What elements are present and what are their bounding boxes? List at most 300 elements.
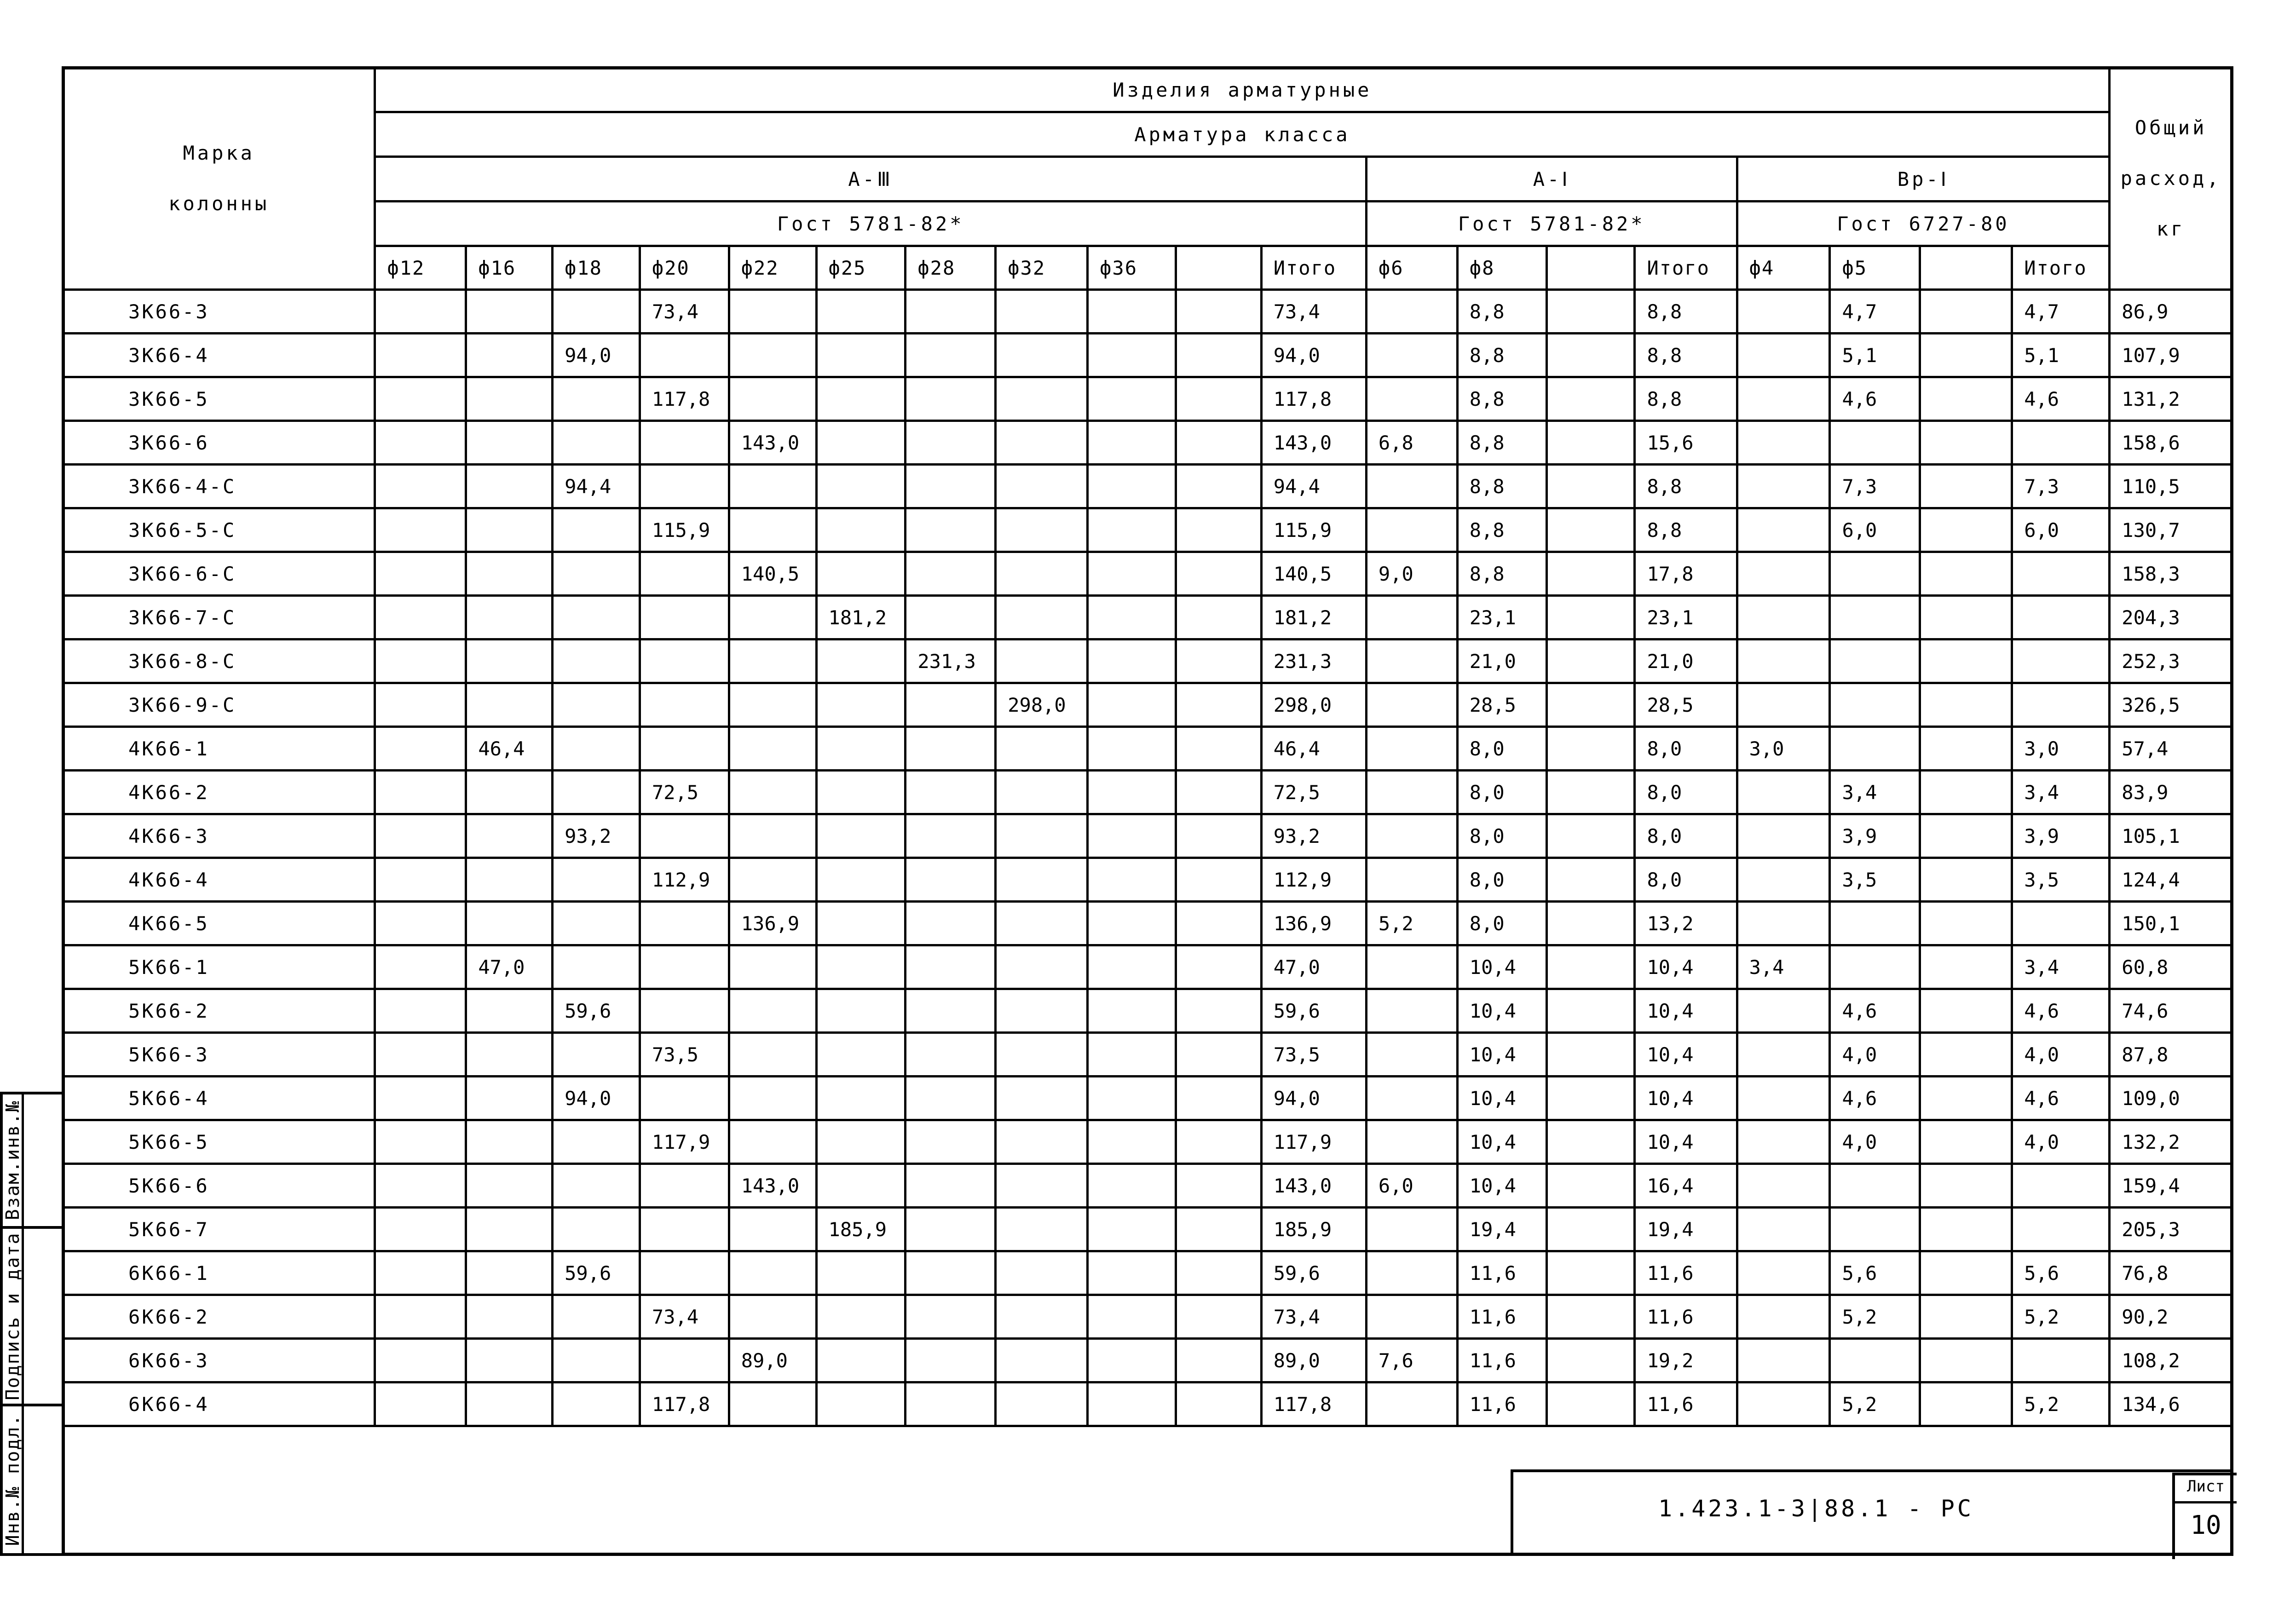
mass-cell: [1546, 596, 1635, 639]
mass-cell: [553, 1382, 640, 1426]
mass-cell: [375, 1295, 466, 1339]
mass-cell: 72,5: [640, 771, 729, 814]
mass-cell: [906, 902, 996, 945]
total-label-line2: расход,: [2120, 167, 2221, 190]
diameter-header: Итого: [1261, 246, 1366, 290]
total-consumption-cell: 109,0: [2110, 1077, 2232, 1120]
mass-cell: 10,4: [1635, 989, 1737, 1033]
mass-cell: [1830, 727, 1920, 771]
mass-cell: [1546, 1164, 1635, 1208]
total-consumption-cell: 60,8: [2110, 945, 2232, 989]
column-mark: 5К66-3: [63, 1033, 375, 1077]
mass-cell: [1088, 1120, 1176, 1164]
mass-cell: [816, 1077, 906, 1120]
mass-cell: 10,4: [1635, 1120, 1737, 1164]
mass-cell: 112,9: [640, 858, 729, 902]
mass-cell: [1920, 639, 2012, 683]
table-row: [63, 596, 2232, 639]
table-row: [63, 639, 2232, 683]
mass-cell: 8,8: [1457, 421, 1546, 465]
mass-cell: [1830, 1208, 1920, 1251]
mass-cell: 4,0: [1830, 1033, 1920, 1077]
table-row: [63, 508, 2232, 552]
mass-cell: 94,4: [1261, 465, 1366, 508]
mass-cell: [375, 421, 466, 465]
mass-cell: [1546, 1208, 1635, 1251]
mass-cell: [729, 1120, 816, 1164]
column-mark: 6К66-4: [63, 1382, 375, 1426]
mass-cell: [1088, 945, 1176, 989]
mass-cell: [1737, 1033, 1830, 1077]
mass-cell: [1366, 639, 1457, 683]
mass-cell: [906, 989, 996, 1033]
mass-cell: 5,2: [1830, 1382, 1920, 1426]
mass-cell: [1920, 1120, 2012, 1164]
mass-cell: 5,2: [1830, 1295, 1920, 1339]
mass-cell: [1176, 377, 1261, 421]
mass-cell: [375, 814, 466, 858]
mass-cell: [553, 945, 640, 989]
mass-cell: [816, 421, 906, 465]
mass-cell: [375, 334, 466, 377]
mass-cell: [2012, 1164, 2110, 1208]
column-mark: 3К66-5-С: [63, 508, 375, 552]
mass-cell: [729, 727, 816, 771]
mass-cell: [466, 508, 553, 552]
mass-cell: 112,9: [1261, 858, 1366, 902]
mass-cell: [996, 508, 1088, 552]
mass-cell: [906, 508, 996, 552]
mass-cell: [1546, 1120, 1635, 1164]
mass-cell: [1088, 1164, 1176, 1208]
mass-cell: [729, 683, 816, 727]
total-consumption-cell: 86,9: [2110, 290, 2232, 334]
mass-cell: [553, 1339, 640, 1382]
mass-cell: 59,6: [1261, 1251, 1366, 1295]
mass-cell: [996, 1251, 1088, 1295]
mass-cell: [1920, 290, 2012, 334]
mass-cell: 8,8: [1635, 334, 1737, 377]
mass-cell: [816, 1382, 906, 1426]
mass-cell: 28,5: [1635, 683, 1737, 727]
diameter-header: ф20: [640, 246, 729, 290]
mass-cell: [1920, 1208, 2012, 1251]
table-row: [63, 1251, 2232, 1295]
mass-cell: [1920, 1033, 2012, 1077]
mass-cell: 89,0: [1261, 1339, 1366, 1382]
total-consumption-cell: 76,8: [2110, 1251, 2232, 1295]
mass-cell: 8,0: [1457, 727, 1546, 771]
mass-cell: [1176, 1339, 1261, 1382]
mass-cell: [816, 989, 906, 1033]
total-consumption-cell: 108,2: [2110, 1339, 2232, 1382]
mass-cell: [996, 989, 1088, 1033]
mass-cell: [1737, 1208, 1830, 1251]
diameter-header: [1920, 246, 2012, 290]
mass-cell: 6,0: [2012, 508, 2110, 552]
mass-cell: 94,4: [553, 465, 640, 508]
mass-cell: 73,4: [640, 1295, 729, 1339]
total-consumption-cell: 87,8: [2110, 1033, 2232, 1077]
mass-cell: [553, 552, 640, 596]
mass-cell: [1176, 421, 1261, 465]
mass-cell: [1920, 1164, 2012, 1208]
mass-cell: 8,8: [1457, 377, 1546, 421]
mass-cell: [466, 639, 553, 683]
mass-cell: 3,5: [1830, 858, 1920, 902]
mass-cell: [466, 814, 553, 858]
sidebar-signature-cell: [0, 1226, 62, 1406]
mass-cell: [996, 377, 1088, 421]
mass-cell: 4,7: [2012, 290, 2110, 334]
mass-cell: [816, 1164, 906, 1208]
mass-cell: [1088, 1251, 1176, 1295]
gost-a1-header: Гост 5781-82*: [1366, 202, 1737, 246]
mass-cell: 8,0: [1635, 814, 1737, 858]
column-mark: 5К66-2: [63, 989, 375, 1033]
mass-cell: [2012, 902, 2110, 945]
column-mark: 4К66-4: [63, 858, 375, 902]
mass-cell: [553, 1120, 640, 1164]
mass-cell: 7,3: [1830, 465, 1920, 508]
mass-cell: 231,3: [1261, 639, 1366, 683]
mass-cell: [1546, 1382, 1635, 1426]
mass-cell: [466, 1339, 553, 1382]
mass-cell: [1366, 1077, 1457, 1120]
mass-cell: [1088, 421, 1176, 465]
mass-cell: [1088, 1295, 1176, 1339]
mass-cell: [1920, 683, 2012, 727]
mass-cell: [996, 1033, 1088, 1077]
mass-cell: [1176, 814, 1261, 858]
mass-cell: 94,0: [1261, 334, 1366, 377]
mass-cell: [1737, 421, 1830, 465]
mass-cell: [466, 1164, 553, 1208]
mass-cell: [729, 771, 816, 814]
total-consumption-cell: 57,4: [2110, 727, 2232, 771]
table-row: [63, 1295, 2232, 1339]
mass-cell: [1737, 552, 1830, 596]
mass-cell: 3,0: [1737, 727, 1830, 771]
mass-cell: [1546, 1339, 1635, 1382]
total-consumption-cell: 204,3: [2110, 596, 2232, 639]
mass-cell: [1088, 552, 1176, 596]
mass-cell: [1088, 1339, 1176, 1382]
mass-cell: [1546, 945, 1635, 989]
column-mark: 5К66-4: [63, 1077, 375, 1120]
diameter-header: ф12: [375, 246, 466, 290]
sheet-label: Лист: [2175, 1477, 2237, 1503]
mass-cell: [1830, 1164, 1920, 1208]
mass-cell: [375, 1033, 466, 1077]
diameter-header: ф25: [816, 246, 906, 290]
diameter-header: ф32: [996, 246, 1088, 290]
mass-cell: [906, 1120, 996, 1164]
mass-cell: [1088, 334, 1176, 377]
sidebar-inventory-label: Инв.№ подл.: [2, 1414, 23, 1546]
mass-cell: 15,6: [1635, 421, 1737, 465]
mass-cell: 8,0: [1635, 727, 1737, 771]
sidebar-inventory-cell: [0, 1404, 62, 1556]
mass-cell: [375, 989, 466, 1033]
total-consumption-cell: 90,2: [2110, 1295, 2232, 1339]
mass-cell: [375, 771, 466, 814]
mass-cell: [553, 508, 640, 552]
table-row: [63, 945, 2232, 989]
mass-cell: [1830, 683, 1920, 727]
mass-cell: [729, 814, 816, 858]
mass-cell: 8,0: [1457, 902, 1546, 945]
mass-cell: [816, 1251, 906, 1295]
total-consumption-cell: 159,4: [2110, 1164, 2232, 1208]
column-mark: 3К66-3: [63, 290, 375, 334]
mass-cell: [553, 727, 640, 771]
mass-cell: [906, 290, 996, 334]
mass-cell: 4,6: [1830, 989, 1920, 1033]
mass-cell: [553, 683, 640, 727]
mass-cell: 5,1: [1830, 334, 1920, 377]
mass-cell: [906, 334, 996, 377]
mass-cell: [1546, 334, 1635, 377]
mass-cell: [729, 508, 816, 552]
mass-cell: [996, 1164, 1088, 1208]
mass-cell: [1920, 902, 2012, 945]
mass-cell: [1737, 290, 1830, 334]
mass-cell: [1088, 727, 1176, 771]
mass-cell: [1737, 1251, 1830, 1295]
total-consumption-cell: 130,7: [2110, 508, 2232, 552]
mass-cell: 117,9: [1261, 1120, 1366, 1164]
mass-cell: 9,0: [1366, 552, 1457, 596]
table-row: [63, 290, 2232, 334]
mass-cell: 117,8: [640, 377, 729, 421]
mass-cell: [906, 727, 996, 771]
mass-cell: [996, 1208, 1088, 1251]
mass-cell: 23,1: [1635, 596, 1737, 639]
mass-cell: 10,4: [1457, 945, 1546, 989]
mass-cell: 3,4: [2012, 945, 2110, 989]
mass-cell: [1546, 902, 1635, 945]
mass-cell: [906, 858, 996, 902]
mass-cell: [906, 1208, 996, 1251]
mass-cell: [1546, 1033, 1635, 1077]
mass-cell: [553, 639, 640, 683]
mass-cell: [640, 727, 729, 771]
mass-cell: [375, 1120, 466, 1164]
mass-cell: [1366, 334, 1457, 377]
mass-cell: [996, 421, 1088, 465]
mass-cell: [1737, 334, 1830, 377]
mass-cell: [1920, 1382, 2012, 1426]
table-row: [63, 1120, 2232, 1164]
mass-cell: [1088, 683, 1176, 727]
mass-cell: [1176, 334, 1261, 377]
table-row: [63, 377, 2232, 421]
mass-cell: 11,6: [1635, 1251, 1737, 1295]
mass-cell: [1546, 1295, 1635, 1339]
total-consumption-cell: 326,5: [2110, 683, 2232, 727]
mass-cell: [906, 1077, 996, 1120]
mass-cell: 94,0: [553, 1077, 640, 1120]
mass-cell: 231,3: [906, 639, 996, 683]
table-row: [63, 989, 2232, 1033]
mass-cell: [1176, 1251, 1261, 1295]
mass-cell: [1920, 552, 2012, 596]
total-consumption-cell: 131,2: [2110, 377, 2232, 421]
mass-cell: [1737, 814, 1830, 858]
mass-cell: [466, 377, 553, 421]
column-mark: 6К66-3: [63, 1339, 375, 1382]
mass-cell: 47,0: [466, 945, 553, 989]
mass-cell: 47,0: [1261, 945, 1366, 989]
mass-cell: [816, 683, 906, 727]
mass-cell: [466, 1382, 553, 1426]
mass-cell: [640, 902, 729, 945]
mass-cell: 3,0: [2012, 727, 2110, 771]
mass-cell: [729, 858, 816, 902]
mass-cell: [466, 465, 553, 508]
mass-cell: [1088, 465, 1176, 508]
mass-cell: [816, 1295, 906, 1339]
mass-cell: 117,8: [640, 1382, 729, 1426]
table-row: [63, 683, 2232, 727]
mass-cell: [640, 814, 729, 858]
mass-cell: [906, 683, 996, 727]
mass-cell: [1176, 858, 1261, 902]
mass-cell: [1366, 1033, 1457, 1077]
mass-cell: [553, 1295, 640, 1339]
table-row: [63, 334, 2232, 377]
mass-cell: [1366, 508, 1457, 552]
mass-cell: [640, 1251, 729, 1295]
column-mark: 3К66-9-С: [63, 683, 375, 727]
mass-cell: 143,0: [1261, 421, 1366, 465]
mass-cell: [640, 1208, 729, 1251]
diameter-header: Итого: [1635, 246, 1737, 290]
diameter-header: [1546, 246, 1635, 290]
mass-cell: [1088, 290, 1176, 334]
total-consumption-cell: 110,5: [2110, 465, 2232, 508]
mass-cell: [553, 377, 640, 421]
mass-cell: [906, 1251, 996, 1295]
mass-cell: [996, 1295, 1088, 1339]
total-consumption-cell: 83,9: [2110, 771, 2232, 814]
mass-cell: 93,2: [553, 814, 640, 858]
mass-cell: 93,2: [1261, 814, 1366, 858]
mass-cell: [466, 1208, 553, 1251]
mass-cell: [729, 1077, 816, 1120]
mass-cell: [1920, 814, 2012, 858]
document-code: 1.423.1-3|88.1 - РС: [1658, 1495, 1974, 1522]
mass-cell: [1176, 1120, 1261, 1164]
mass-cell: [375, 1382, 466, 1426]
mass-cell: [996, 771, 1088, 814]
table-row: [63, 771, 2232, 814]
mass-cell: [1176, 945, 1261, 989]
mass-cell: [1176, 727, 1261, 771]
mass-cell: 73,4: [640, 290, 729, 334]
mass-cell: 10,4: [1457, 1033, 1546, 1077]
total-consumption-cell: 205,3: [2110, 1208, 2232, 1251]
mass-cell: 10,4: [1457, 1164, 1546, 1208]
class-a3-header: А-Ⅲ: [375, 157, 1366, 202]
mass-cell: [375, 902, 466, 945]
mass-cell: [729, 465, 816, 508]
mass-cell: 89,0: [729, 1339, 816, 1382]
diameter-header: ф18: [553, 246, 640, 290]
mass-cell: 5,1: [2012, 334, 2110, 377]
mass-cell: [906, 465, 996, 508]
column-mark: 5К66-5: [63, 1120, 375, 1164]
mass-cell: 5,6: [2012, 1251, 2110, 1295]
mass-cell: [466, 902, 553, 945]
mass-cell: 5,2: [2012, 1382, 2110, 1426]
mass-cell: [2012, 552, 2110, 596]
mass-cell: 7,6: [1366, 1339, 1457, 1382]
mass-cell: [729, 596, 816, 639]
mass-cell: 140,5: [1261, 552, 1366, 596]
mass-cell: [640, 989, 729, 1033]
mass-cell: [1830, 902, 1920, 945]
table-row: [63, 727, 2232, 771]
column-mark: 3К66-6-С: [63, 552, 375, 596]
mass-cell: [466, 989, 553, 1033]
mass-cell: 181,2: [1261, 596, 1366, 639]
mass-cell: [466, 1120, 553, 1164]
mass-cell: 5,6: [1830, 1251, 1920, 1295]
mass-cell: [1546, 421, 1635, 465]
mass-cell: 8,0: [1635, 858, 1737, 902]
mass-cell: 8,0: [1457, 814, 1546, 858]
mass-cell: 143,0: [729, 1164, 816, 1208]
mass-cell: [640, 945, 729, 989]
mass-cell: [816, 377, 906, 421]
mass-cell: [1366, 727, 1457, 771]
gost-vr1-header: Гост 6727-80: [1737, 202, 2110, 246]
mass-cell: [1176, 1164, 1261, 1208]
mass-cell: 46,4: [1261, 727, 1366, 771]
mass-cell: [1546, 465, 1635, 508]
mass-cell: 59,6: [553, 1251, 640, 1295]
table-row: [63, 1164, 2232, 1208]
mass-cell: [1088, 814, 1176, 858]
mass-cell: [729, 377, 816, 421]
mass-cell: [1737, 596, 1830, 639]
mass-cell: [1176, 683, 1261, 727]
mass-cell: 19,2: [1635, 1339, 1737, 1382]
mass-cell: 73,5: [640, 1033, 729, 1077]
mass-cell: 11,6: [1635, 1295, 1737, 1339]
diameter-header: ф6: [1366, 246, 1457, 290]
total-header: [2110, 68, 2232, 290]
mass-cell: [996, 596, 1088, 639]
mass-cell: [1920, 1339, 2012, 1382]
mass-cell: 298,0: [996, 683, 1088, 727]
mass-cell: 11,6: [1457, 1382, 1546, 1426]
diameter-header: ф22: [729, 246, 816, 290]
mass-cell: [553, 1208, 640, 1251]
mass-cell: [1737, 771, 1830, 814]
column-mark: 3К66-5: [63, 377, 375, 421]
mass-cell: [996, 858, 1088, 902]
mass-cell: [1366, 1120, 1457, 1164]
mass-cell: [2012, 1339, 2110, 1382]
mass-cell: 59,6: [553, 989, 640, 1033]
diameter-header: Итого: [2012, 246, 2110, 290]
mass-cell: 21,0: [1635, 639, 1737, 683]
mass-cell: [553, 1033, 640, 1077]
mass-cell: [1546, 727, 1635, 771]
